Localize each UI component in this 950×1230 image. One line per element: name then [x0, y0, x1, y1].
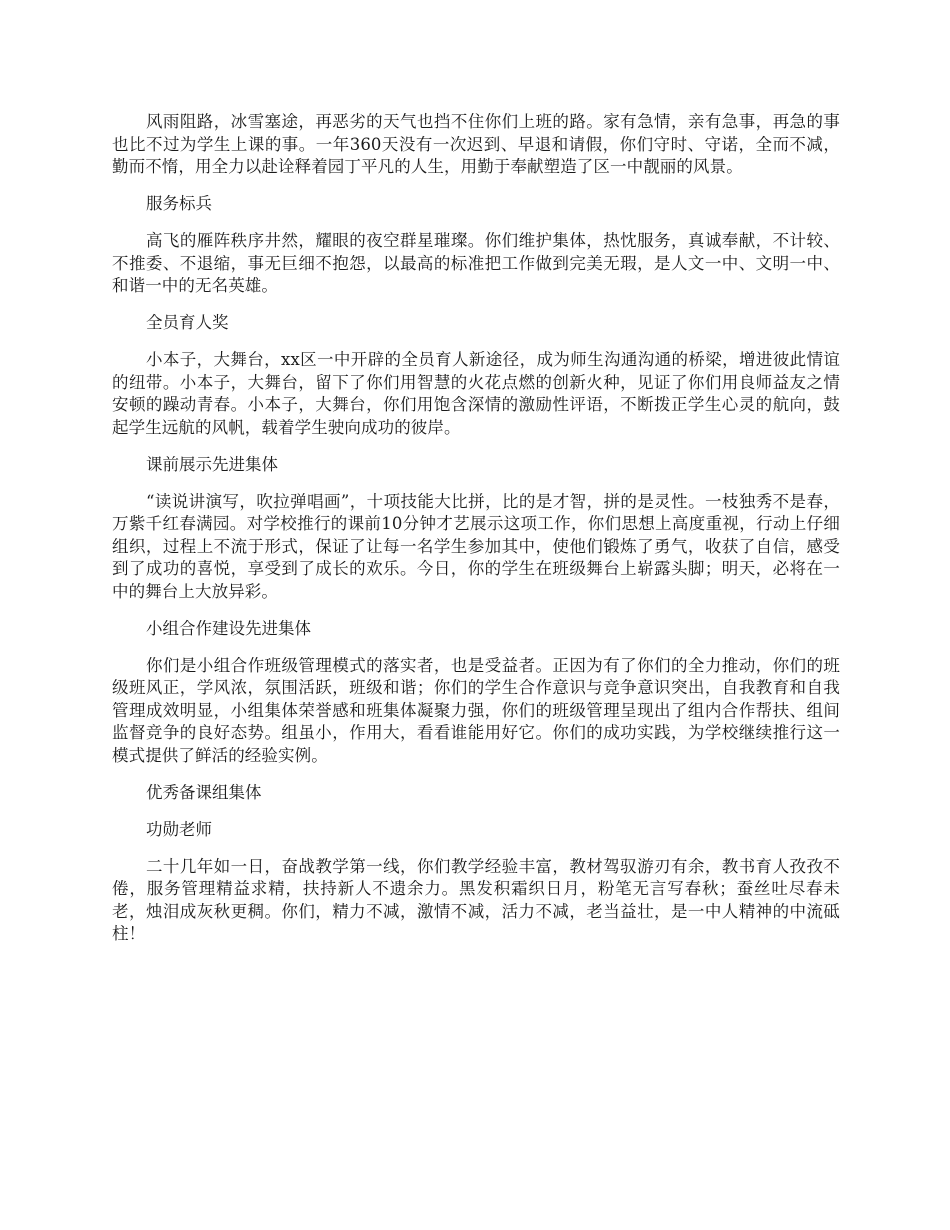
paragraph-whole-staff-education: 小本子，大舞台，xx区一中开辟的全员育人新途径，成为师生沟通沟通的桥梁，增进彼此情谊的纽带。小本子，大舞台，留下了你们用智慧的火花点燃的创新火种，见证了你们用良师益友之情安顿的躁动青春。小本子，大舞台，你们用饱含深情的激励性评语，不断拨正学生心灵的航向，鼓起学生远航的风帆，载着学生驶向成功的彼岸。 — [112, 350, 840, 437]
paragraph-perfect-attendance: 风雨阻路，冰雪塞途，再恶劣的天气也挡不住你们上班的路。家有急情，亲有急事，再急的事也比不过为学生上课的事。一年360天没有一次迟到、早退和请假，你们守时、守诺，全而不减，勤而不惰，用全力以赴诠释着园丁平凡的人生，用勤于奉献塑造了区一中靓丽的风景。 — [112, 112, 840, 176]
section-heading-whole-staff-education: 全员育人奖 — [146, 313, 229, 332]
document-body — [112, 111, 840, 960]
paragraph-group-cooperation: 你们是小组合作班级管理模式的落实者，也是受益者。正因为有了你们的全力推动，你们的班级班风正，学风浓，氛围活跃，班级和谐；你们的学生合作意识与竞争意识突出，自我教育和自我管理成效明显，小组集体荣誉感和班集体凝聚力强，你们的班级管理呈现出了组内合作帮扶、组间监督竞争的良好态势。组虽小，作用大，看看谁能用好它。你们的成功实践，为学校继续推行这一模式提供了鲜活的经验实例。 — [112, 655, 840, 765]
section-heading-group-cooperation: 小组合作建设先进集体 — [146, 618, 311, 638]
section-heading-lesson-prep-group: 优秀备课组集体 — [146, 782, 262, 802]
section-heading-service-model: 服务标兵 — [146, 194, 212, 213]
paragraph-pre-class-showcase: “读说讲演写，吹拉弹唱画”，十项技能大比拼，比的是才智，拼的是灵性。一枝独秀不是春，万紫千红春满园。对学校推行的课前10分钟才艺展示这项工作，你们思想上高度重视，行动上仔细组织，过程上不流于形式，保证了让每一名学生参加其中，使他们锻炼了勇气，收获了自信，感受到了成功的喜悦，享受到了成长的欢乐。今日，你的学生在班级舞台上崭露头脚；明天，必将在一中的舞台上大放异彩。 — [112, 491, 840, 601]
paragraph-service-model: 高飞的雁阵秩序井然，耀眼的夜空群星璀璨。你们维护集体，热忱服务，真诚奉献，不计较、不推委、不退缩，事无巨细不抱怨，以最高的标准把工作做到完美无瑕，是人文一中、文明一中、和谐一中的无名英雄。 — [112, 231, 840, 295]
paragraph-meritorious-teacher: 二十几年如一日，奋战教学第一线，你们教学经验丰富，教材驾驭游刃有余，教书育人孜孜不倦，服务管理精益求精，扶持新人不遗余力。黑发积霜织日月，粉笔无言写春秋；蚕丝吐尽春未老，烛泪成灰秋更稠。你们，精力不减，激情不减，活力不减，老当益壮，是一中人精神的中流砥柱！ — [112, 856, 840, 943]
section-heading-meritorious-teacher: 功勋老师 — [146, 819, 212, 839]
section-heading-pre-class-showcase: 课前展示先进集体 — [146, 454, 278, 474]
